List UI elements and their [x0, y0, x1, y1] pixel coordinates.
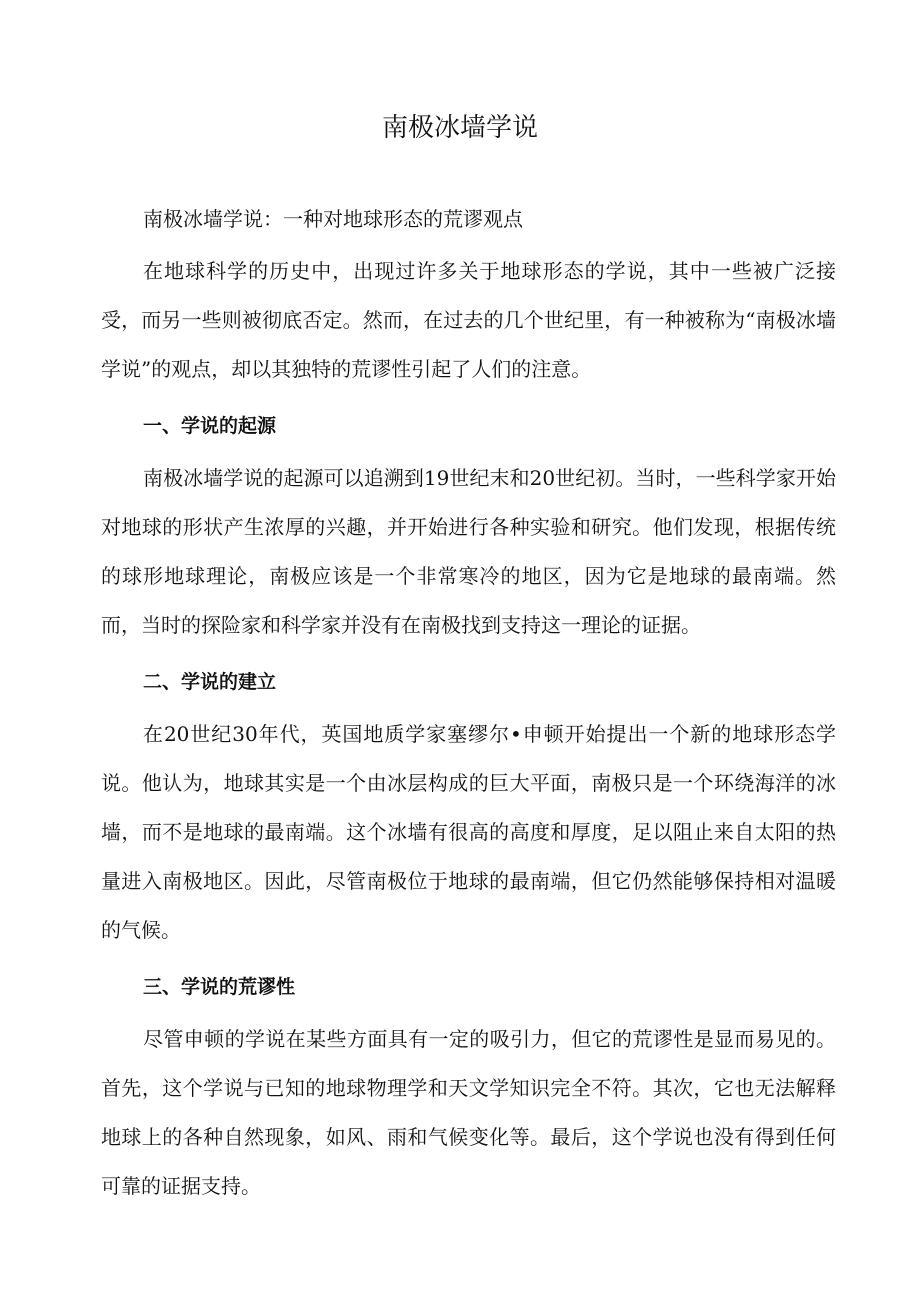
section-body-origin: 南极冰墙学说的起源可以追溯到19世纪末和20世纪初。当时，一些科学家开始对地球的形状产生浓厚的兴趣，并开始进行各种实验和研究。他们发现，根据传统的球形地球理论，南极应该是一个非常寒冷的地区，因为它是地球的最南端。然而，当时的探险家和科学家并没有在南极找到支持这一理论的证据。	[101, 466, 836, 637]
intro-paragraph: 在地球科学的历史中，出现过许多关于地球形态的学说，其中一些被广泛接受，而另一些则被彻底否定。然而，在过去的几个世纪里，有一种被称为“南极冰墙学说”的观点，却以其独特的荒谬性引起了人们的注意。	[101, 259, 836, 381]
section-heading-establishment: 二、学说的建立	[143, 671, 277, 693]
page-title: 南极冰墙学说	[381, 113, 538, 143]
section-body-absurdity: 尽管申顿的学说在某些方面具有一定的吸引力，但它的荒谬性是显而易见的。首先，这个学说与已知的地球物理学和天文学知识完全不符。其次，它也无法解释地球上的各种自然现象，如风、雨和气候变化等。最后，这个学说也没有得到任何可靠的证据支持。	[101, 1027, 836, 1198]
section-heading-absurdity: 三、学说的荒谬性	[143, 976, 296, 998]
subtitle: 南极冰墙学说：一种对地球形态的荒谬观点	[143, 207, 523, 231]
document-body	[101, 199, 836, 1211]
section-heading-origin: 一、学说的起源	[143, 415, 277, 437]
section-body-establishment: 在20世纪30年代，英国地质学家塞缪尔•申顿开始提出一个新的地球形态学说。他认为，地球其实是一个由冰层构成的巨大平面，南极只是一个环绕海洋的冰墙，而不是地球的最南端。这个冰墙有很高的高度和厚度，足以阻止来自太阳的热量进入南极地区。因此，尽管南极位于地球的最南端，但它仍然能够保持相对温暖的气候。	[101, 722, 836, 942]
